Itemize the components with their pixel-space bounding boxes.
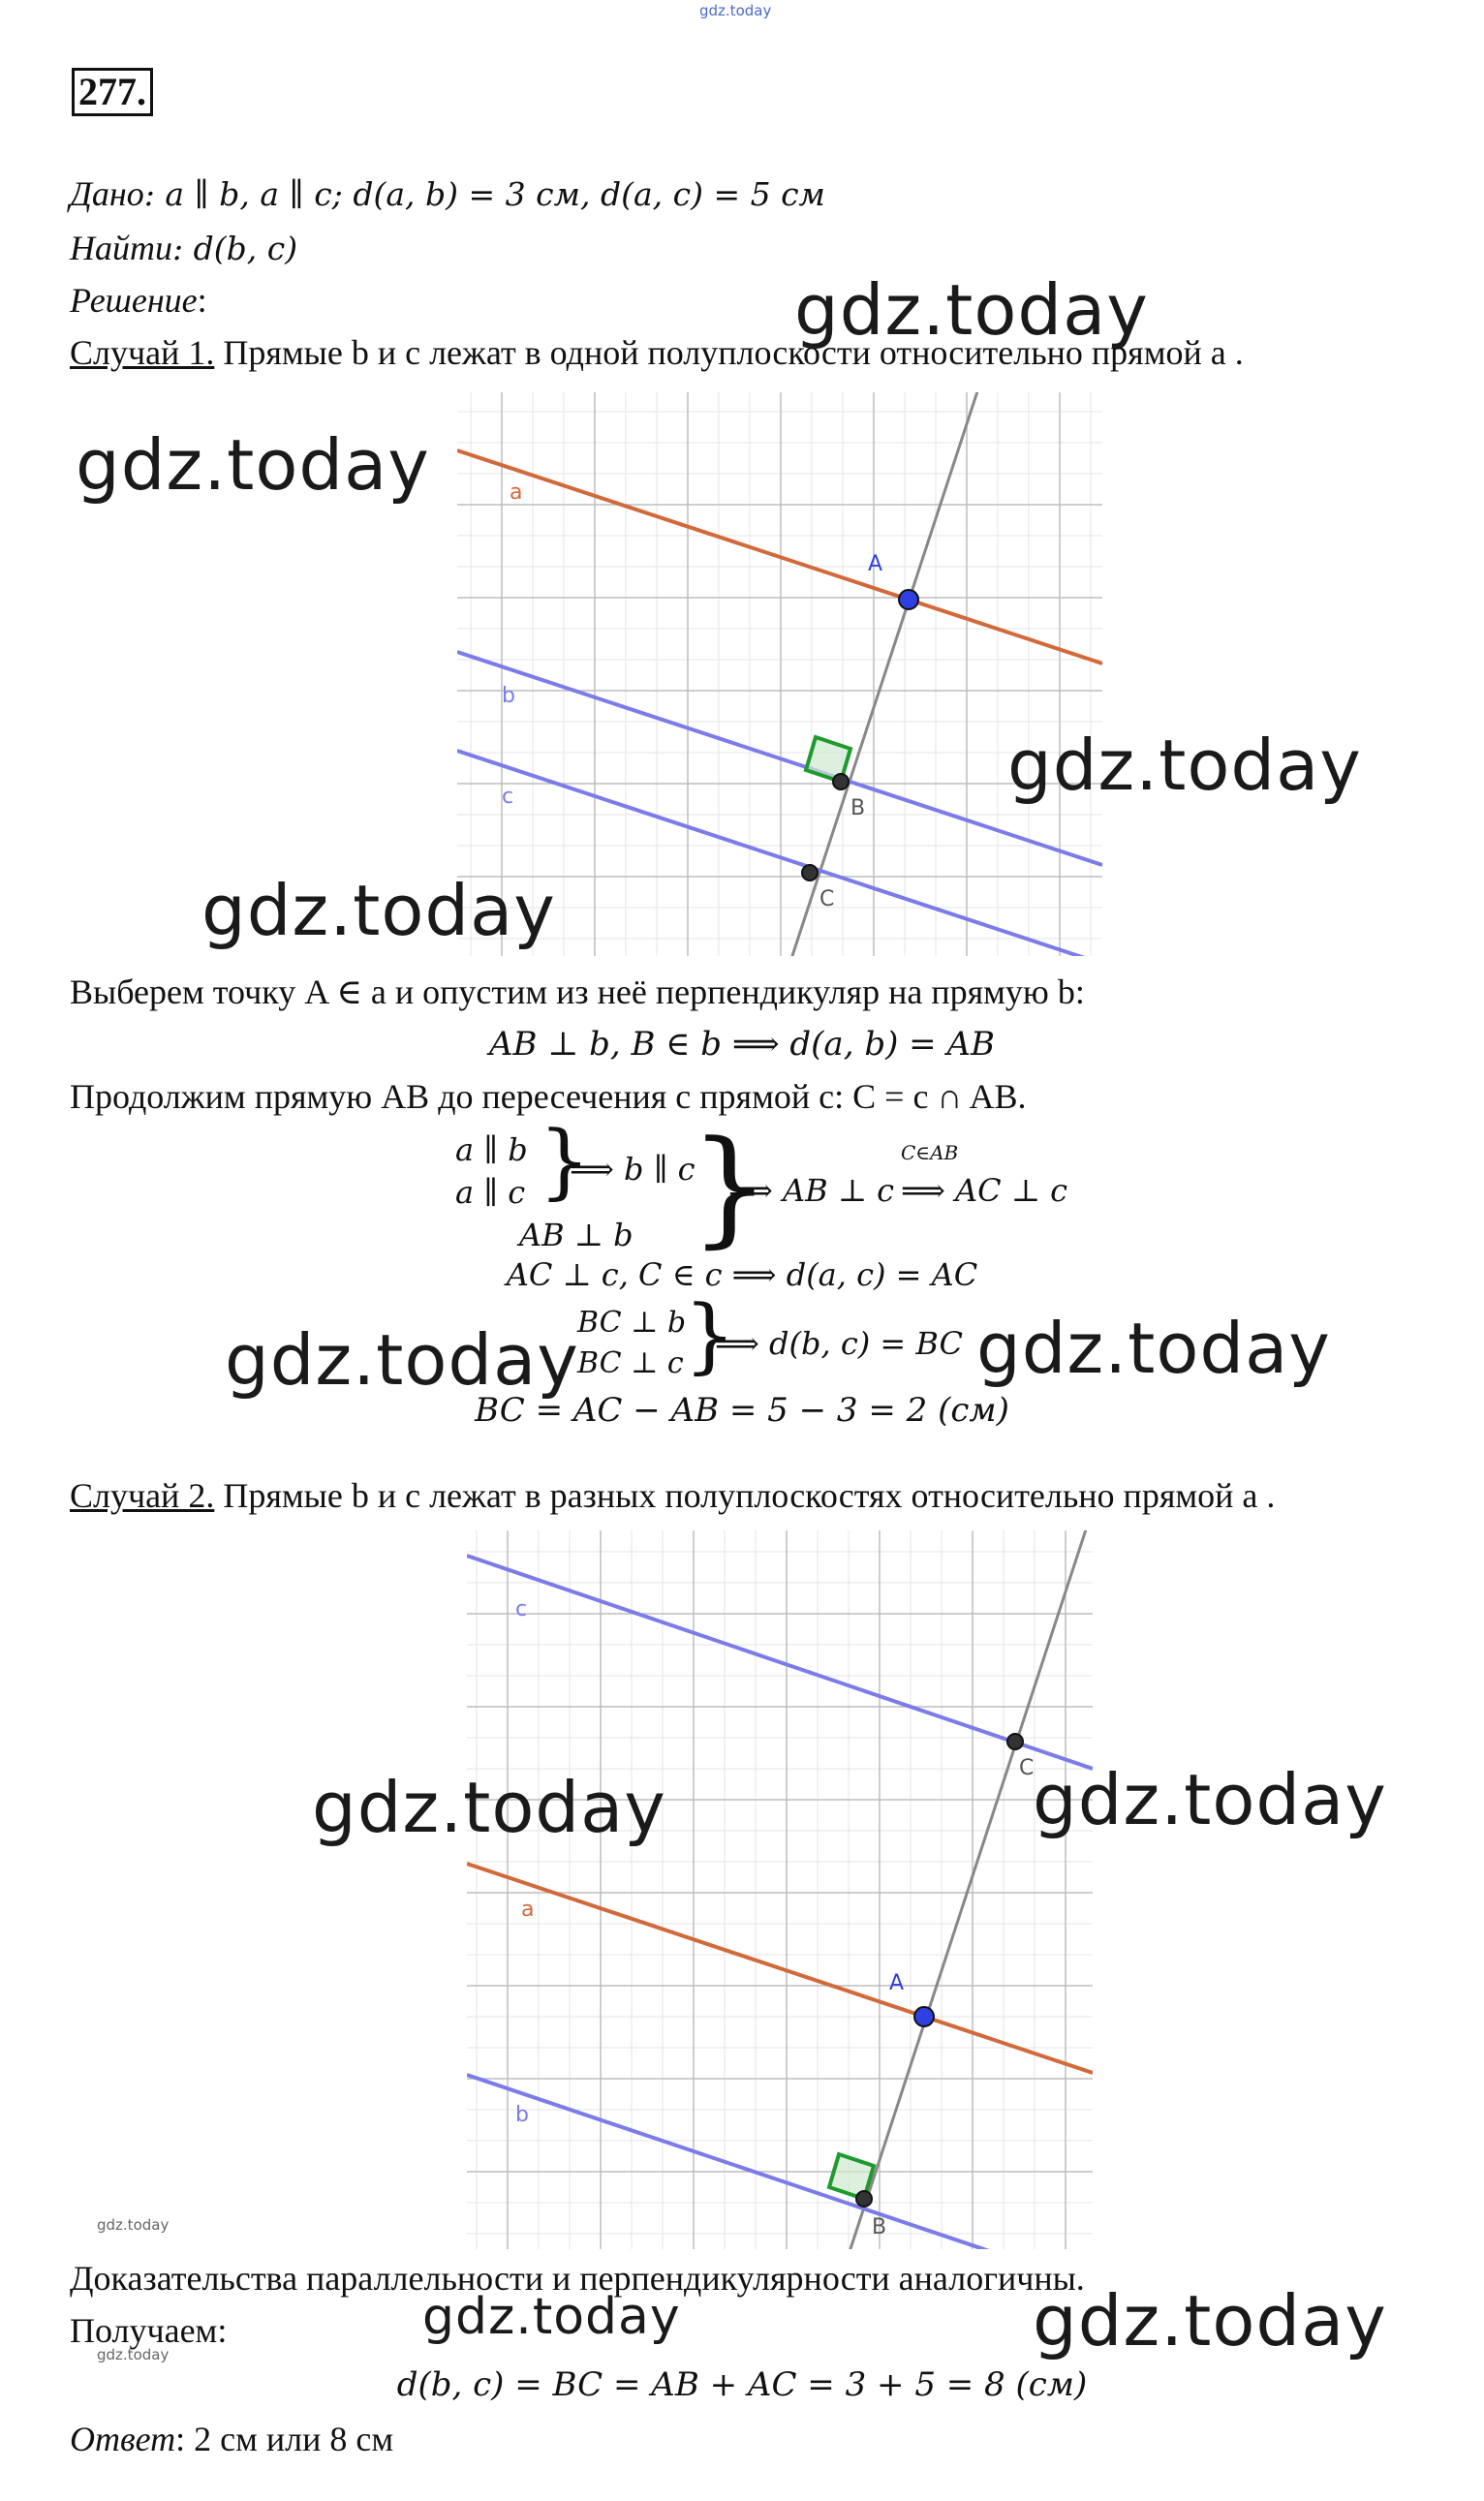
case1-sys1-res2: ⟹ AC ⊥ c [901,1172,1067,1209]
problem-number: 277. [72,68,153,116]
case2-point-A [914,2007,934,2026]
case1-sys2-res: ⟹ d(b, c) = BC [715,1325,963,1362]
given-text: : a ∥ b, a ∥ c; d(a, b) = 3 см, d(a, c) = 5 см [143,175,825,213]
case1-label-A: A [868,552,883,576]
case1-sys1-over: C∈AB [901,1141,959,1164]
case2-label-B: B [872,2215,887,2239]
answer-label: Ответ [70,2420,176,2458]
watermark-8: gdz.today [1033,1759,1387,1840]
case1-sys2-a: BC ⊥ b [577,1306,687,1340]
case1-point-C [802,865,818,880]
case1-line3: Продолжим прямую AB до пересечения с прямой c: C = c ∩ AB. [70,1077,1027,1116]
case2-label-C: C [1019,1756,1035,1780]
case2-label-a: a [521,1898,535,1922]
case1-sys1-a: a ∥ b [455,1131,528,1168]
watermark-6: gdz.today [976,1308,1331,1389]
case1-label-b: b [502,684,515,708]
case1-label-B: B [850,796,866,820]
case1-sys1-impl: ⟹ b ∥ c [570,1151,696,1188]
case2-line-b [467,2075,1093,2249]
case1-line1: Выберем точку A ∈ a и опустим из неё перпендикуляр на прямую b: [70,973,1085,1011]
case1-label-a: a [510,480,523,505]
case1-line-a [457,450,1102,664]
watermark-5: gdz.today [225,1319,579,1401]
watermark-4: gdz.today [201,870,556,951]
solution-colon: : [197,281,207,320]
answer-text: : 2 см или 8 см [175,2420,394,2458]
watermark-2: gdz.today [76,424,430,506]
case2-line-c [467,1556,1093,1769]
case2-graph [467,1530,1093,2249]
case1-sys1-brace-outer: } [690,1113,770,1260]
find-line [70,227,297,270]
case1-sys1-brace-inner: } [539,1113,591,1208]
watermark-small-2: gdz.today [97,2346,170,2363]
case2-line3: d(b, c) = BC = AB + AC = 3 + 5 = 8 (см) [396,2365,1088,2404]
case1-line5: BC = AC − AB = 5 − 3 = 2 (см) [475,1391,1009,1430]
case1-text: Прямые b и c лежат в одной полуплоскости относительно прямой a . [214,333,1244,372]
case1-line-b [457,652,1102,865]
watermark-7: gdz.today [312,1767,666,1848]
case2-heading [70,1474,1275,1517]
case1-sys1-b: a ∥ c [455,1174,526,1211]
case1-label-C: C [819,887,835,911]
case1-sys2-b: BC ⊥ c [577,1346,684,1380]
case2-point-C [1007,1734,1023,1749]
answer-line [70,2418,393,2460]
case2-title: Случай 2. [70,1476,215,1515]
case2-label-A: A [889,1971,905,1995]
watermark-9: gdz.today [422,2288,681,2346]
case2-label-b: b [515,2103,529,2127]
case1-sys2-brace: } [684,1287,736,1382]
case1-point-A [899,590,918,609]
case2-major-grid [467,1530,1093,2249]
case2-grid [467,1530,1093,2249]
find-label: Найти [70,229,172,267]
watermark-small-1: gdz.today [97,2216,170,2234]
watermark-3: gdz.today [1007,725,1362,806]
case1-title: Случай 1. [70,333,215,372]
case2-text: Прямые b и c лежат в разных полуплоскостях относительно прямой a . [214,1476,1276,1515]
case2-line-a [467,1864,1093,2073]
case2-line1: Доказательства параллельности и перпендикулярности аналогичны. [70,2259,1085,2298]
watermark-10: gdz.today [1033,2280,1387,2362]
case1-sys1-c: AB ⊥ b [519,1217,634,1253]
given-label: Дано [70,174,144,213]
case2-label-c: c [515,1597,528,1621]
case1-line2: AB ⊥ b, B ∈ b ⟹ d(a, b) = AB [489,1025,995,1064]
watermark-1: gdz.today [794,269,1149,351]
top-watermark: gdz.today [699,2,772,19]
case1-line4: AC ⊥ c, C ∈ c ⟹ d(a, c) = AC [506,1256,978,1293]
given-line [70,172,825,216]
solution-label: Решение [70,281,198,320]
case1-sys1-res: ⟹ AB ⊥ c [728,1172,895,1209]
find-text: : d(b, c) [172,230,298,267]
case2-point-B [856,2191,872,2207]
solution-line [70,279,207,322]
case1-point-B [833,774,849,789]
case2-line2: Получаем: [70,2311,228,2350]
case1-label-c: c [502,785,514,809]
case2-perpendicular-line [845,1530,1089,2249]
